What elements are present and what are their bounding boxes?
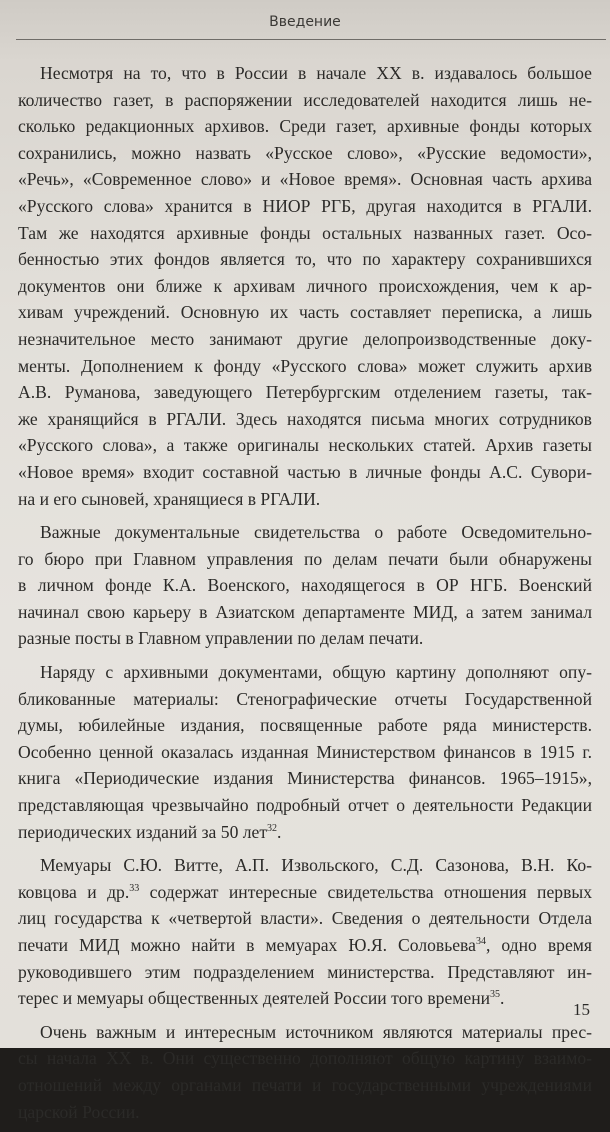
- text-line: бенностью этих фондов является то, что по характеру сохранившихся: [18, 249, 592, 270]
- text-line: Там же находятся архивные фонды остальных названных газет. Осо-: [18, 222, 592, 243]
- text-segment: ковцова и др.: [18, 881, 130, 902]
- text-line: документов они ближе к архивам личного происхождения, чем к ар-: [18, 275, 592, 296]
- text-line: сколько редакционных архивов. Среди газет, архивные фонды которых: [18, 116, 592, 137]
- paragraph: [18, 519, 592, 652]
- footnote-ref: 32: [267, 822, 278, 834]
- text-line: хивам учреждений. Основную их часть составляет переписка, а лишь: [18, 302, 592, 323]
- text-line: Мемуары С.Ю. Витте, А.П. Извольского, С.Д. Сазонова, В.Н. Ко-: [40, 855, 592, 876]
- text-line: Несмотря на то, что в России в начале XX в. издавалось большое: [40, 63, 592, 83]
- text-line: «Новое время» входит составной частью в личные фонды А.С. Сувори-: [18, 461, 592, 482]
- text-segment: печати МИД можно найти в мемуарах Ю.Я. Соловьева: [18, 935, 476, 955]
- text-line: менты. Дополнением к фонду «Русского слова» может служить архив: [18, 355, 592, 376]
- text-line: го бюро при Главном управления по делам печати были обнаружены: [18, 548, 592, 569]
- text-line: Важные документальные свидетельства о работе Осведомительно-: [40, 522, 592, 543]
- text-line: начинал свою карьеру в Азиатском департаменте МИД, а затем занимал: [18, 601, 592, 622]
- text-line: [18, 932, 592, 959]
- text-line: в личном фонде К.А. Военского, находящегося в ОР НГБ. Военский: [18, 575, 592, 596]
- text-line: А.В. Руманова, заведующего Петербургским отделением газеты, так-: [18, 382, 592, 403]
- text-line: лиц государства к «четвертой власти». Сведения о деятельности Отдела: [18, 908, 592, 929]
- paragraph: [18, 852, 592, 1012]
- text-segment: терес и мемуары общественных деятелей России того времени: [18, 988, 491, 1009]
- text-line: книга «Периодические издания Министерства финансов. 1965–1915»,: [18, 768, 592, 789]
- text-segment: .: [500, 988, 505, 1009]
- text-line: Наряду с архивными документами, общую картину дополняют опу-: [40, 662, 592, 683]
- paragraph: [18, 60, 592, 512]
- page-number: 15: [573, 1000, 590, 1019]
- text-line: Особенно ценной оказалась изданная Министерством финансов в 1915 г.: [18, 741, 592, 762]
- text-segment: .: [277, 821, 282, 842]
- footnote-ref: 35: [490, 989, 501, 1001]
- text-line: на и его сыновей, хранящиеся в РГАЛИ.: [18, 488, 321, 509]
- text-line: бликованные материалы: Стенографические отчеты Государственной: [18, 688, 592, 709]
- text-line: [18, 819, 592, 846]
- paragraph: [18, 1019, 592, 1125]
- text-line: представляющая чрезвычайно подробный отчет о деятельности Редакции: [18, 795, 592, 816]
- text-line: количество газет, в распоряжении исследователей находится лишь не-: [18, 89, 592, 110]
- running-header: Введение: [269, 14, 341, 30]
- text-line: разные посты в Главном управлении по делам печати.: [18, 628, 424, 649]
- text-line: «Русского слова» хранится в НИОР РГБ, другая находится в РГАЛИ.: [18, 195, 592, 216]
- text-line: незначительное место занимают другие делопроизводственные доку-: [18, 328, 592, 349]
- text-segment: содержат интересные свидетельства отношения первых: [139, 881, 592, 902]
- text-line: думы, юбилейные издания, посвященные работе ряда министерств.: [18, 715, 592, 736]
- header-rule: [16, 39, 606, 40]
- footnote-ref: 33: [129, 882, 140, 894]
- body-text: [18, 60, 592, 1132]
- text-line: «Речь», «Современное слово» и «Новое время». Основная часть архива: [18, 169, 592, 190]
- footnote-ref: 34: [475, 936, 486, 947]
- text-line: сохранились, можно назвать «Русское слово», «Русские ведомости»,: [18, 142, 592, 163]
- text-line: [18, 985, 592, 1012]
- text-segment: периодических изданий за 50 лет: [18, 821, 268, 842]
- text-line: отношений между органами печати и государственными учреждениями: [18, 1074, 592, 1095]
- text-line: руководившего этим подразделением министерства. Представляют ин-: [18, 961, 592, 982]
- text-line: царской России.: [18, 1101, 140, 1122]
- text-line: сы начала XX в. Они существенно дополняют общую картину взаимо-: [18, 1048, 592, 1069]
- text-line: «Русского слова», а также оригиналы нескольких статей. Архив газеты: [18, 435, 592, 456]
- text-line: же хранящийся в РГАЛИ. Здесь находятся письма многих сотрудников: [18, 408, 592, 429]
- text-line: [18, 879, 592, 906]
- paragraph: [18, 659, 592, 845]
- text-line: Очень важным и интересным источником являются материалы прес-: [40, 1021, 592, 1042]
- text-segment: , одно время: [485, 935, 592, 955]
